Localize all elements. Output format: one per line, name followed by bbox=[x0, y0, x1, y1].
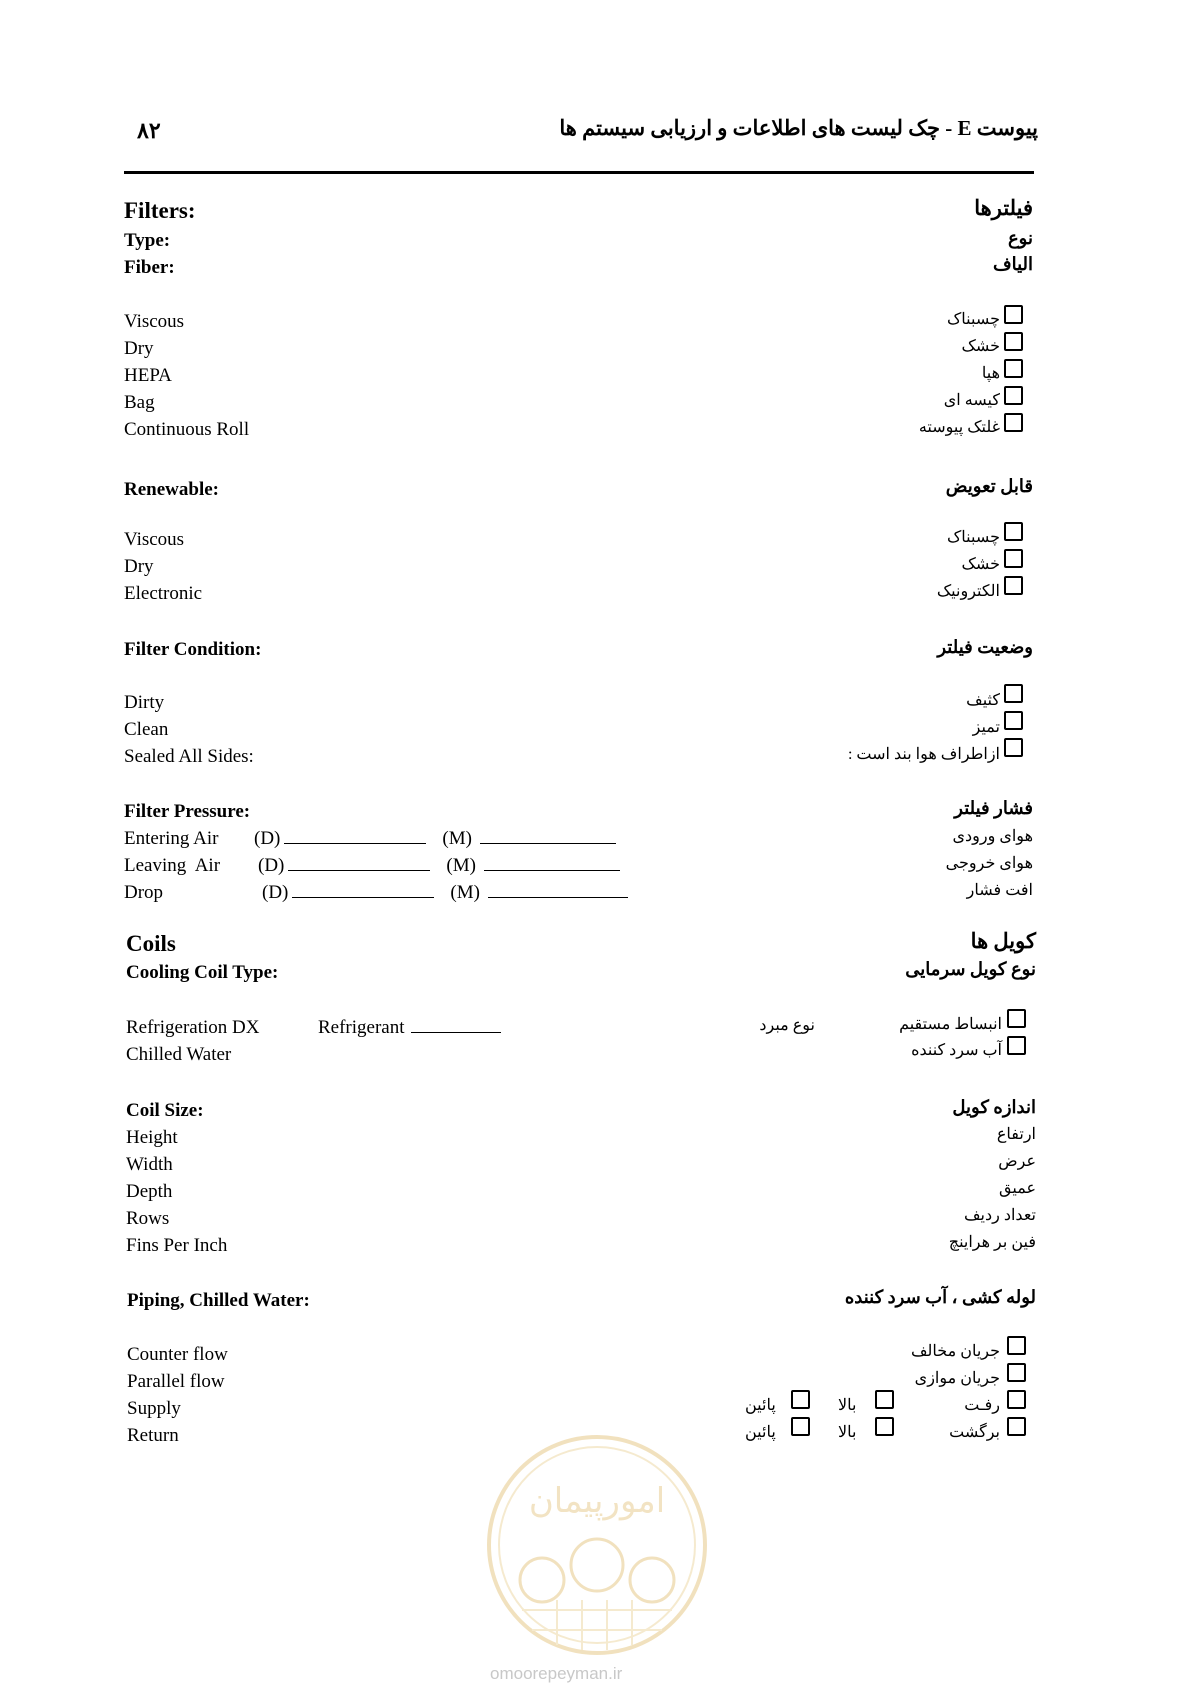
filters-heading-en: Filters: bbox=[124, 198, 196, 223]
pressure-d-label: (D) bbox=[254, 828, 281, 849]
piping-label-en: Piping, Chilled Water: bbox=[127, 1290, 310, 1311]
piping-return-checkbox[interactable] bbox=[1007, 1417, 1026, 1436]
pressure-m-label: (M) bbox=[442, 828, 472, 849]
renewable-viscous-checkbox[interactable] bbox=[1004, 522, 1023, 541]
condition-item-dirty: Dirty bbox=[124, 692, 165, 713]
fiber-item-fa-continuous-roll: غلتک پیوسته bbox=[918, 419, 1000, 436]
return-up-checkbox[interactable] bbox=[875, 1417, 894, 1436]
coil-size-item-fa-width: عرض bbox=[998, 1153, 1036, 1170]
pressure-row-fa-entering: هوای ورودی bbox=[952, 828, 1033, 845]
fiber-item-viscous: Viscous bbox=[124, 311, 185, 332]
watermark-logo bbox=[482, 1430, 712, 1660]
fiber-item-dry: Dry bbox=[124, 338, 154, 359]
piping-item-return: Return bbox=[127, 1425, 179, 1446]
type-label-fa: نوع bbox=[1007, 228, 1033, 248]
fiber-item-bag: Bag bbox=[124, 392, 155, 413]
watermark-text: امورپیمان bbox=[528, 1481, 666, 1521]
coil-size-item-fa-fins: فین بر هراینچ bbox=[948, 1234, 1036, 1251]
supply-up-label: بالا bbox=[838, 1397, 857, 1414]
condition-sealed-checkbox[interactable] bbox=[1004, 738, 1023, 757]
refrig-dx-checkbox[interactable] bbox=[1007, 1009, 1026, 1028]
condition-item-fa-sealed: ازاطراف هوا بند است : bbox=[847, 746, 1000, 763]
pressure-row-fa-drop: افت فشار bbox=[966, 882, 1033, 899]
fiber-label-fa: الیاف bbox=[992, 254, 1033, 274]
chilled-water-checkbox[interactable] bbox=[1007, 1036, 1026, 1055]
renewable-item-fa-viscous: چسبناک bbox=[946, 529, 1000, 546]
fiber-item-hepa: HEPA bbox=[124, 365, 172, 386]
renewable-dry-checkbox[interactable] bbox=[1004, 549, 1023, 568]
renewable-electronic-checkbox[interactable] bbox=[1004, 576, 1023, 595]
piping-item-fa-return: برگشت bbox=[949, 1424, 1000, 1441]
pressure-row-fa-leaving: هوای خروجی bbox=[945, 855, 1033, 872]
coils-heading-fa: کویل ها bbox=[970, 929, 1036, 953]
piping-item-counter-flow: Counter flow bbox=[127, 1344, 228, 1365]
renewable-item-viscous: Viscous bbox=[124, 529, 185, 550]
fiber-item-fa-bag: کیسه ای bbox=[943, 392, 1000, 409]
renewable-label-en: Renewable: bbox=[124, 479, 219, 500]
piping-counter-flow-checkbox[interactable] bbox=[1007, 1336, 1026, 1355]
pressure-row-label: Entering Air bbox=[124, 828, 219, 849]
pressure-d-label: (D) bbox=[262, 882, 289, 903]
header-rule bbox=[124, 171, 1034, 174]
piping-item-parallel-flow: Parallel flow bbox=[127, 1371, 225, 1392]
piping-item-fa-supply: رفـت bbox=[964, 1397, 1000, 1414]
renewable-item-electronic: Electronic bbox=[124, 583, 203, 604]
return-down-checkbox[interactable] bbox=[791, 1417, 810, 1436]
condition-item-fa-clean: تمیز bbox=[972, 719, 1000, 736]
condition-clean-checkbox[interactable] bbox=[1004, 711, 1023, 730]
condition-label-fa: وضعیت فیلتر bbox=[937, 637, 1033, 657]
piping-item-supply: Supply bbox=[127, 1398, 181, 1419]
coil-size-item-fa-depth: عمیق bbox=[999, 1180, 1036, 1197]
watermark-source: omoorepeyman.ir bbox=[490, 1664, 623, 1683]
renewable-item-fa-electronic: الکترونیک bbox=[936, 583, 1000, 600]
chilled-water-label: Chilled Water bbox=[126, 1044, 232, 1065]
pressure-leaving-m-field[interactable] bbox=[484, 870, 620, 871]
cooling-type-label-en: Cooling Coil Type: bbox=[126, 962, 279, 983]
pressure-m-label: (M) bbox=[446, 855, 476, 876]
coil-size-item-depth: Depth bbox=[126, 1181, 173, 1202]
condition-item-fa-dirty: کثیف bbox=[966, 692, 1000, 709]
fiber-continuous-roll-checkbox[interactable] bbox=[1004, 413, 1023, 432]
condition-item-sealed: Sealed All Sides: bbox=[124, 746, 254, 767]
fiber-hepa-checkbox[interactable] bbox=[1004, 359, 1023, 378]
fiber-item-fa-dry: خشک bbox=[961, 338, 1000, 355]
fiber-viscous-checkbox[interactable] bbox=[1004, 305, 1023, 324]
return-up-label: بالا bbox=[838, 1424, 857, 1441]
coil-size-item-fa-rows: تعداد ردیف bbox=[963, 1207, 1036, 1224]
refrigerant-label-fa: نوع مبرد bbox=[759, 1017, 815, 1034]
coil-size-label-fa: اندازه کویل bbox=[952, 1097, 1036, 1117]
renewable-label-fa: قابل تعویض bbox=[945, 476, 1033, 496]
pressure-label-fa: فشار فیلتر bbox=[954, 798, 1033, 818]
piping-parallel-flow-checkbox[interactable] bbox=[1007, 1363, 1026, 1382]
piping-item-fa-parallel-flow: جریان موازی bbox=[914, 1370, 1000, 1387]
supply-down-label: پائین bbox=[745, 1397, 776, 1414]
fiber-item-fa-viscous: چسبناک bbox=[946, 311, 1000, 328]
fiber-dry-checkbox[interactable] bbox=[1004, 332, 1023, 351]
piping-supply-checkbox[interactable] bbox=[1007, 1390, 1026, 1409]
supply-up-checkbox[interactable] bbox=[875, 1390, 894, 1409]
refrig-dx-row bbox=[126, 1017, 501, 1039]
pressure-label-en: Filter Pressure: bbox=[124, 801, 251, 822]
coil-size-label-en: Coil Size: bbox=[126, 1100, 204, 1121]
pressure-row-entering bbox=[124, 828, 616, 850]
renewable-item-fa-dry: خشک bbox=[961, 556, 1000, 573]
condition-label-en: Filter Condition: bbox=[124, 639, 262, 660]
refrigerant-label: Refrigerant bbox=[318, 1017, 405, 1038]
pressure-d-label: (D) bbox=[258, 855, 285, 876]
coil-size-item-width: Width bbox=[126, 1154, 173, 1175]
coil-size-item-fa-height: ارتفاع bbox=[996, 1126, 1036, 1143]
return-down-label: پائین bbox=[745, 1424, 776, 1441]
chilled-water-label-fa: آب سرد کننده bbox=[911, 1042, 1002, 1059]
condition-dirty-checkbox[interactable] bbox=[1004, 684, 1023, 703]
piping-label-fa: لوله کشی ، آب سرد کننده bbox=[844, 1287, 1036, 1307]
pressure-m-label: (M) bbox=[450, 882, 480, 903]
coil-size-item-height: Height bbox=[126, 1127, 178, 1148]
type-label-en: Type: bbox=[124, 230, 171, 251]
refrig-dx-label-fa: انبساط مستقیم bbox=[899, 1016, 1002, 1033]
pressure-row-label: Drop bbox=[124, 882, 164, 903]
page-title: پیوست E - چک لیست های اطلاعات و ارزیابی سیستم ها bbox=[559, 116, 1038, 140]
pressure-row-leaving bbox=[124, 855, 620, 877]
pressure-drop-m-field[interactable] bbox=[488, 897, 628, 898]
fiber-item-fa-hepa: هپا bbox=[981, 365, 1000, 382]
refrigerant-field[interactable] bbox=[411, 1032, 501, 1033]
supply-down-checkbox[interactable] bbox=[791, 1390, 810, 1409]
piping-item-fa-counter-flow: جریان مخالف bbox=[910, 1343, 1000, 1360]
fiber-label-en: Fiber: bbox=[124, 257, 175, 278]
refrig-dx-label: Refrigeration DX bbox=[126, 1017, 260, 1038]
page-number: ۸۲ bbox=[137, 118, 161, 143]
filters-heading-fa: فیلترها bbox=[974, 196, 1033, 220]
pressure-row-drop bbox=[124, 882, 628, 904]
pressure-entering-d-field[interactable] bbox=[284, 843, 426, 844]
fiber-bag-checkbox[interactable] bbox=[1004, 386, 1023, 405]
pressure-drop-d-field[interactable] bbox=[292, 897, 434, 898]
cooling-type-label-fa: نوع کویل سرمایی bbox=[905, 959, 1036, 979]
coil-size-item-fins: Fins Per Inch bbox=[126, 1235, 228, 1256]
pressure-leaving-d-field[interactable] bbox=[288, 870, 430, 871]
renewable-item-dry: Dry bbox=[124, 556, 154, 577]
pressure-entering-m-field[interactable] bbox=[480, 843, 616, 844]
fiber-item-continuous-roll: Continuous Roll bbox=[124, 419, 250, 440]
pressure-row-label: Leaving Air bbox=[124, 855, 221, 876]
condition-item-clean: Clean bbox=[124, 719, 169, 740]
coils-heading-en: Coils bbox=[126, 931, 176, 956]
coil-size-item-rows: Rows bbox=[126, 1208, 170, 1229]
